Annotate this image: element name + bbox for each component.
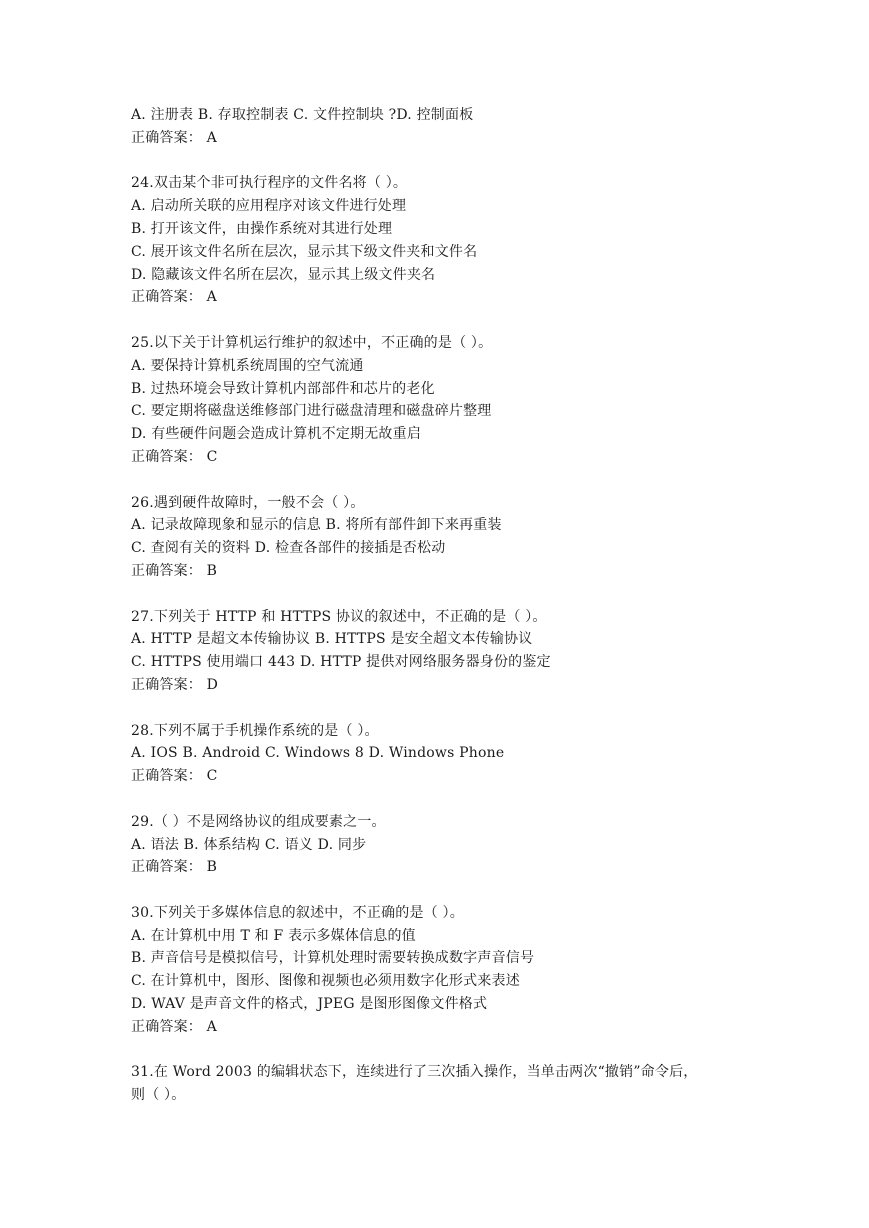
text-line: A. 注册表 B. 存取控制表 C. 文件控制块 ?D. 控制面板 bbox=[131, 107, 474, 123]
option-line: D. 隐藏该文件名所在层次，显示其上级文件夹名 bbox=[131, 266, 436, 283]
option-line: A. 记录故障现象和显示的信息 B. 将所有部件卸下来再重装 bbox=[131, 517, 502, 534]
document-page bbox=[131, 104, 751, 1107]
blank-line bbox=[131, 879, 751, 902]
question-28: 28.下列不属于手机操作系统的是（ ）。 bbox=[131, 722, 379, 739]
option-line: D. WAV 是声音文件的格式，JPEG 是图形图像文件格式 bbox=[131, 996, 488, 1013]
blank-line bbox=[131, 697, 751, 720]
option-line: A. 要保持计算机系统周围的空气流通 bbox=[131, 357, 364, 374]
option-line: A. IOS B. Android C. Windows 8 D. Windows Phone bbox=[131, 745, 505, 762]
answer-line: 正确答案： A bbox=[131, 1018, 217, 1035]
question-25: 25.以下关于计算机运行维护的叙述中，不正确的是（ ）。 bbox=[131, 334, 493, 351]
option-line: B. 声音信号是模拟信号，计算机处理时需要转换成数字声音信号 bbox=[131, 950, 535, 967]
option-line: A. 在计算机中用 T 和 F 表示多媒体信息的值 bbox=[131, 927, 416, 944]
question-30: 30.下列关于多媒体信息的叙述中，不正确的是（ ）。 bbox=[131, 904, 464, 921]
answer-line: 正确答案： C bbox=[131, 768, 218, 785]
question-31: 31.在 Word 2003 的编辑状态下，连续进行了三次插入操作，当单击两次“撤销”命令后， bbox=[131, 1064, 698, 1081]
question-26: 26.遇到硬件故障时，一般不会（ ）。 bbox=[131, 494, 365, 511]
option-line: C. 在计算机中，图形、图像和视频也必须用数字化形式来表述 bbox=[131, 973, 520, 990]
blank-line bbox=[131, 469, 751, 492]
answer-line: 正确答案： C bbox=[131, 448, 218, 465]
blank-line bbox=[131, 150, 751, 173]
option-line: C. HTTPS 使用端口 443 D. HTTP 提供对网络服务器身份的鉴定 bbox=[131, 654, 551, 671]
option-line: C. 查阅有关的资料 D. 检查各部件的接插是否松动 bbox=[131, 540, 446, 557]
question-24: 24.双击某个非可执行程序的文件名将（ ）。 bbox=[131, 175, 408, 192]
blank-line bbox=[131, 583, 751, 606]
option-line: B. 过热环境会导致计算机内部部件和芯片的老化 bbox=[131, 380, 435, 397]
option-line: A. 启动所关联的应用程序对该文件进行处理 bbox=[131, 198, 407, 215]
question-31-continuation: 则（ ）。 bbox=[131, 1087, 186, 1104]
option-line: A. 语法 B. 体系结构 C. 语义 D. 同步 bbox=[131, 836, 367, 853]
answer-line: 正确答案： B bbox=[131, 562, 218, 579]
question-27: 27.下列关于 HTTP 和 HTTPS 协议的叙述中，不正确的是（ ）。 bbox=[131, 608, 547, 625]
answer-line: 正确答案： A bbox=[131, 289, 217, 306]
question-29: 29.（ ）不是网络协议的组成要素之一。 bbox=[131, 813, 386, 830]
answer-line: 正确答案： D bbox=[131, 676, 219, 693]
blank-line bbox=[131, 309, 751, 332]
blank-line bbox=[131, 788, 751, 811]
option-line: B. 打开该文件，由操作系统对其进行处理 bbox=[131, 220, 393, 237]
answer-line: 正确答案： A bbox=[131, 129, 217, 146]
blank-line bbox=[131, 1039, 751, 1062]
option-line: C. 要定期将磁盘送维修部门进行磁盘清理和磁盘碎片整理 bbox=[131, 403, 492, 420]
option-line: C. 展开该文件名所在层次，显示其下级文件夹和文件名 bbox=[131, 243, 478, 260]
option-line: D. 有些硬件问题会造成计算机不定期无故重启 bbox=[131, 426, 422, 443]
answer-line: 正确答案： B bbox=[131, 859, 218, 876]
option-line: A. HTTP 是超文本传输协议 B. HTTPS 是安全超文本传输协议 bbox=[131, 631, 533, 648]
